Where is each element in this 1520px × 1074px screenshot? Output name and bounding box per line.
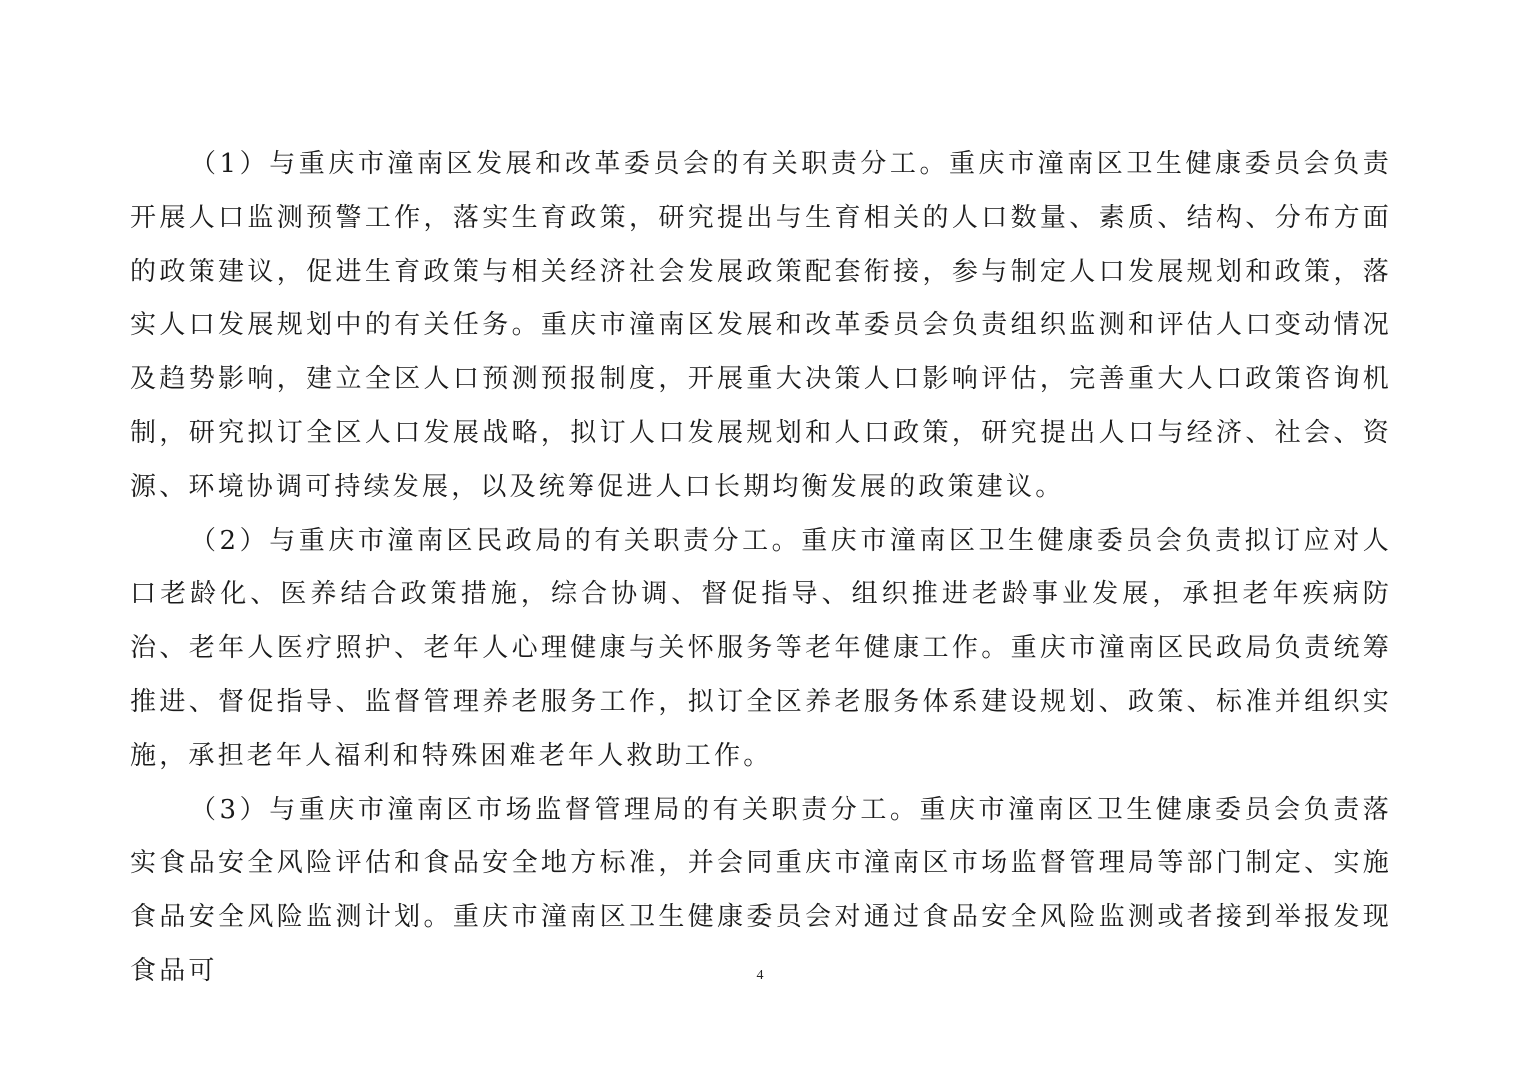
paragraph-3: （3）与重庆市潼南区市场监督管理局的有关职责分工。重庆市潼南区卫生健康委员会负责落实食品安全风险评估和食品安全地方标准，并会同重庆市潼南区市场监督管理局等部门制定、实施食品安全风险监测计划。重庆市潼南区卫生健康委员会对通过食品安全风险监测或者接到举报发现食品可 xyxy=(130,794,1392,986)
document-body xyxy=(130,138,1392,999)
paragraph-1: （1）与重庆市潼南区发展和改革委员会的有关职责分工。重庆市潼南区卫生健康委员会负责开展人口监测预警工作，落实生育政策，研究提出与生育相关的人口数量、素质、结构、分布方面的政策建议，促进生育政策与相关经济社会发展政策配套衔接，参与制定人口发展规划和政策，落实人口发展规划中的有关任务。重庆市潼南区发展和改革委员会负责组织监测和评估人口变动情况及趋势影响，建立全区人口预测预报制度，开展重大决策人口影响评估，完善重大人口政策咨询机制，研究拟订全区人口发展战略，拟订人口发展规划和人口政策，研究提出人口与经济、社会、资源、环境协调可持续发展，以及统筹促进人口长期均衡发展的政策建议。 xyxy=(130,149,1392,502)
paragraph-2: （2）与重庆市潼南区民政局的有关职责分工。重庆市潼南区卫生健康委员会负责拟订应对人口老龄化、医养结合政策措施，综合协调、督促指导、组织推进老龄事业发展，承担老年疾病防治、老年人医疗照护、老年人心理健康与关怀服务等老年健康工作。重庆市潼南区民政局负责统筹推进、督促指导、监督管理养老服务工作，拟订全区养老服务体系建设规划、政策、标准并组织实施，承担老年人福利和特殊困难老年人救助工作。 xyxy=(130,525,1392,771)
page-number: 4 xyxy=(756,968,764,983)
